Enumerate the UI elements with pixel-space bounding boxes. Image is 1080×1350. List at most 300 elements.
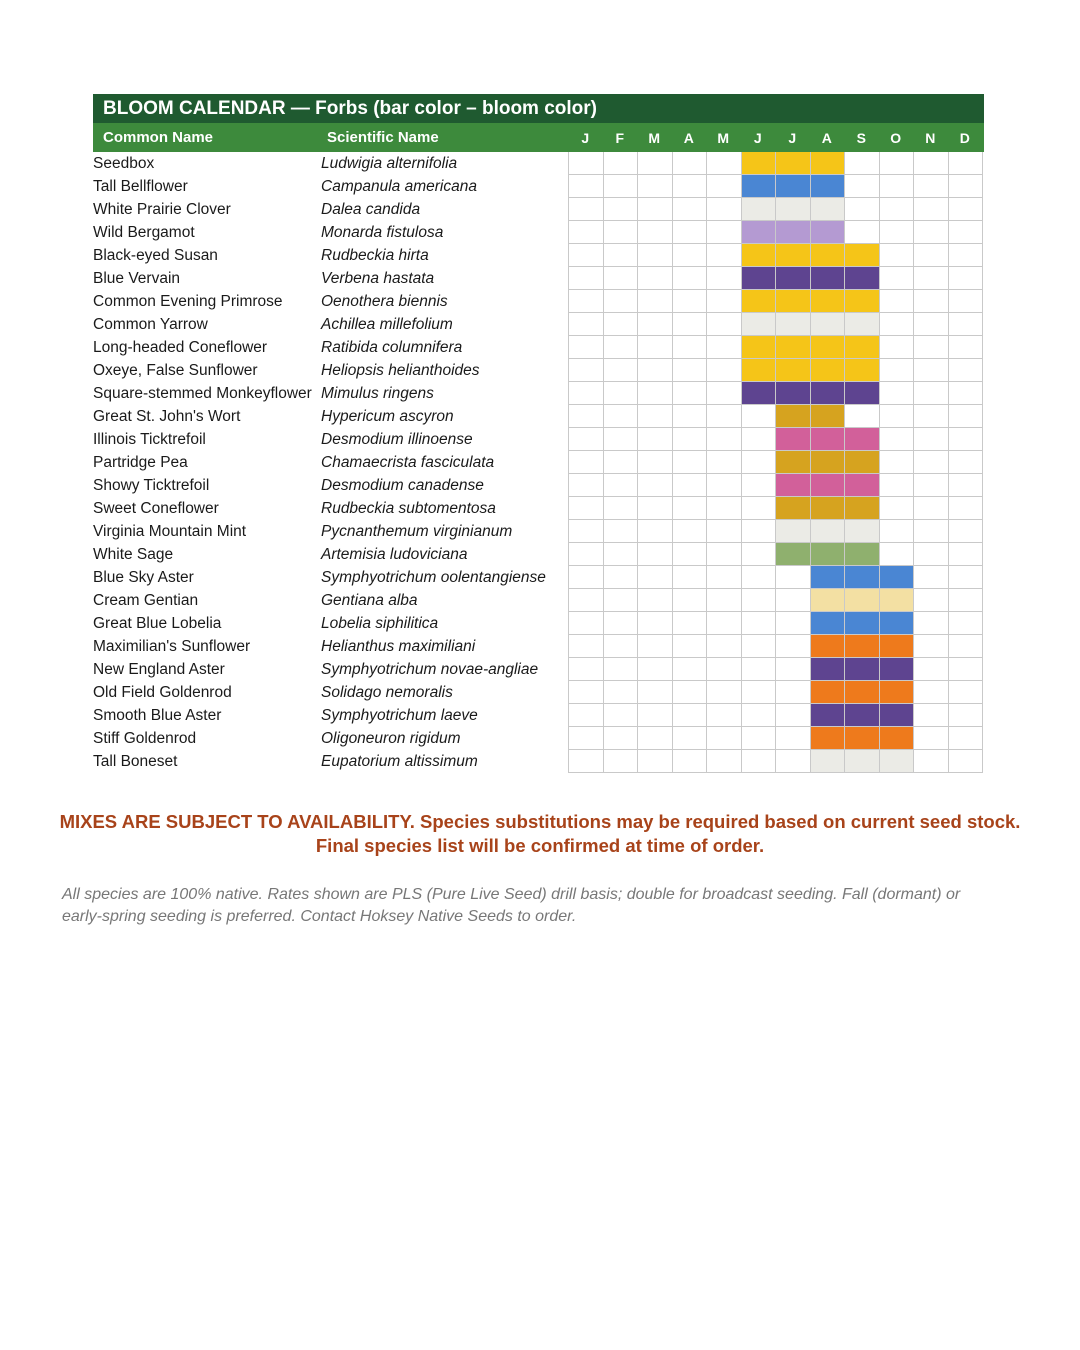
bloom-cell (811, 336, 846, 359)
bloom-cell (880, 566, 915, 589)
empty-cell (776, 727, 811, 750)
empty-cell (949, 267, 984, 290)
common-name: White Sage (93, 546, 174, 563)
scientific-name: Lobelia siphilitica (321, 615, 439, 632)
empty-cell (914, 681, 949, 704)
empty-cell (949, 152, 984, 175)
scientific-name-header: Scientific Name (327, 129, 439, 146)
empty-cell (569, 658, 604, 681)
empty-cell (604, 175, 639, 198)
bloom-grid (568, 405, 983, 428)
empty-cell (638, 727, 673, 750)
common-name: Virginia Mountain Mint (93, 523, 247, 540)
scientific-name: Symphyotrichum novae-angliae (321, 661, 539, 678)
empty-cell (914, 497, 949, 520)
empty-cell (569, 520, 604, 543)
empty-cell (569, 336, 604, 359)
empty-cell (638, 543, 673, 566)
empty-cell (949, 428, 984, 451)
empty-cell (569, 704, 604, 727)
common-name: Wild Bergamot (93, 224, 195, 241)
empty-cell (776, 681, 811, 704)
bloom-cell (845, 382, 880, 405)
empty-cell (914, 750, 949, 773)
species-row (93, 543, 984, 566)
empty-cell (949, 635, 984, 658)
empty-cell (604, 681, 639, 704)
month-header: A (821, 129, 832, 146)
bloom-cell (811, 635, 846, 658)
bloom-cell (845, 750, 880, 773)
bloom-cell (880, 635, 915, 658)
species-row (93, 612, 984, 635)
bloom-cell (880, 727, 915, 750)
bloom-cell (811, 175, 846, 198)
scientific-name: Solidago nemoralis (321, 684, 453, 701)
bloom-cell (742, 290, 777, 313)
bloom-cell (880, 704, 915, 727)
month-header: N (925, 129, 936, 146)
empty-cell (880, 221, 915, 244)
empty-cell (569, 267, 604, 290)
empty-cell (569, 359, 604, 382)
common-name: Sweet Coneflower (93, 500, 219, 517)
bloom-cell (776, 497, 811, 520)
empty-cell (707, 382, 742, 405)
bloom-grid (568, 750, 983, 773)
bloom-cell (880, 658, 915, 681)
empty-cell (707, 520, 742, 543)
bloom-cell (811, 612, 846, 635)
empty-cell (673, 290, 708, 313)
common-name: Seedbox (93, 155, 155, 172)
bloom-cell (776, 382, 811, 405)
empty-cell (673, 221, 708, 244)
empty-cell (949, 221, 984, 244)
empty-cell (604, 612, 639, 635)
empty-cell (914, 290, 949, 313)
empty-cell (673, 566, 708, 589)
bloom-cell (742, 382, 777, 405)
scientific-name: Symphyotrichum oolentangiense (321, 569, 546, 586)
empty-cell (845, 221, 880, 244)
empty-cell (673, 313, 708, 336)
empty-cell (604, 474, 639, 497)
empty-cell (569, 382, 604, 405)
empty-cell (638, 681, 673, 704)
empty-cell (638, 566, 673, 589)
empty-cell (949, 704, 984, 727)
empty-cell (880, 497, 915, 520)
bloom-grid (568, 497, 983, 520)
empty-cell (604, 566, 639, 589)
empty-cell (949, 566, 984, 589)
empty-cell (742, 474, 777, 497)
month-header: J (753, 129, 762, 146)
empty-cell (673, 589, 708, 612)
bloom-grid (568, 221, 983, 244)
empty-cell (949, 543, 984, 566)
common-name: Partridge Pea (93, 454, 188, 471)
empty-cell (880, 175, 915, 198)
bloom-cell (742, 198, 777, 221)
bloom-grid (568, 704, 983, 727)
empty-cell (949, 405, 984, 428)
species-row (93, 520, 984, 543)
bloom-cell (845, 589, 880, 612)
empty-cell (638, 267, 673, 290)
bloom-cell (811, 520, 846, 543)
bloom-cell (811, 589, 846, 612)
bloom-cell (811, 428, 846, 451)
bloom-cell (845, 612, 880, 635)
scientific-name: Monarda fistulosa (321, 224, 444, 241)
empty-cell (949, 359, 984, 382)
month-header: O (890, 129, 902, 146)
empty-cell (880, 520, 915, 543)
empty-cell (569, 612, 604, 635)
empty-cell (776, 658, 811, 681)
common-name: Old Field Goldenrod (93, 684, 232, 701)
empty-cell (569, 198, 604, 221)
bloom-cell (880, 681, 915, 704)
species-row (93, 336, 984, 359)
common-name: Blue Sky Aster (93, 569, 194, 586)
month-header: S (856, 129, 866, 146)
empty-cell (880, 244, 915, 267)
empty-cell (707, 290, 742, 313)
empty-cell (742, 750, 777, 773)
empty-cell (914, 267, 949, 290)
bloom-cell (742, 313, 777, 336)
bloom-cell (845, 635, 880, 658)
empty-cell (638, 451, 673, 474)
bloom-cell (845, 474, 880, 497)
common-name: Oxeye, False Sunflower (93, 362, 258, 379)
empty-cell (742, 704, 777, 727)
empty-cell (707, 313, 742, 336)
empty-cell (638, 244, 673, 267)
bloom-cell (845, 290, 880, 313)
calendar-title: BLOOM CALENDAR — Forbs (bar color – bloom color) (93, 94, 984, 123)
bloom-cell (811, 750, 846, 773)
empty-cell (914, 152, 949, 175)
empty-cell (949, 313, 984, 336)
scientific-name: Mimulus ringens (321, 385, 434, 402)
species-row (93, 681, 984, 704)
empty-cell (707, 451, 742, 474)
empty-cell (880, 382, 915, 405)
bloom-cell (811, 727, 846, 750)
empty-cell (707, 244, 742, 267)
empty-cell (742, 635, 777, 658)
empty-cell (638, 290, 673, 313)
empty-cell (673, 267, 708, 290)
species-row (93, 428, 984, 451)
scientific-name: Oligoneuron rigidum (321, 730, 461, 747)
empty-cell (604, 543, 639, 566)
common-name: Common Yarrow (93, 316, 208, 333)
bloom-cell (845, 520, 880, 543)
empty-cell (673, 405, 708, 428)
bloom-cell (742, 152, 777, 175)
bloom-grid (568, 198, 983, 221)
empty-cell (776, 589, 811, 612)
empty-cell (845, 198, 880, 221)
common-name: Blue Vervain (93, 270, 181, 287)
species-row (93, 451, 984, 474)
empty-cell (914, 382, 949, 405)
bloom-grid (568, 290, 983, 313)
empty-cell (707, 566, 742, 589)
empty-cell (673, 428, 708, 451)
bloom-cell (811, 359, 846, 382)
bloom-cell (776, 474, 811, 497)
empty-cell (914, 175, 949, 198)
bloom-cell (811, 221, 846, 244)
empty-cell (569, 244, 604, 267)
empty-cell (604, 750, 639, 773)
empty-cell (742, 658, 777, 681)
species-row (93, 152, 984, 175)
bloom-cell (845, 543, 880, 566)
empty-cell (707, 612, 742, 635)
scientific-name: Hypericum ascyron (321, 408, 454, 425)
common-name: Smooth Blue Aster (93, 707, 222, 724)
empty-cell (604, 152, 639, 175)
species-row (93, 198, 984, 221)
species-row (93, 244, 984, 267)
empty-cell (880, 267, 915, 290)
empty-cell (569, 566, 604, 589)
empty-cell (638, 520, 673, 543)
empty-cell (569, 681, 604, 704)
empty-cell (707, 359, 742, 382)
empty-cell (638, 221, 673, 244)
scientific-name: Artemisia ludoviciana (321, 546, 468, 563)
empty-cell (604, 589, 639, 612)
empty-cell (880, 313, 915, 336)
empty-cell (604, 198, 639, 221)
empty-cell (604, 658, 639, 681)
bloom-cell (776, 175, 811, 198)
empty-cell (638, 589, 673, 612)
species-row (93, 589, 984, 612)
empty-cell (707, 221, 742, 244)
bloom-cell (811, 497, 846, 520)
empty-cell (638, 382, 673, 405)
bloom-grid (568, 451, 983, 474)
bloom-cell (845, 336, 880, 359)
month-header: F (615, 129, 625, 146)
bloom-cell (776, 451, 811, 474)
bloom-cell (845, 451, 880, 474)
scientific-name: Chamaecrista fasciculata (321, 454, 495, 471)
empty-cell (604, 290, 639, 313)
empty-cell (569, 543, 604, 566)
empty-cell (707, 750, 742, 773)
empty-cell (604, 221, 639, 244)
bloom-cell (776, 428, 811, 451)
bloom-cell (845, 681, 880, 704)
empty-cell (673, 543, 708, 566)
bloom-cell (776, 198, 811, 221)
empty-cell (776, 635, 811, 658)
empty-cell (569, 451, 604, 474)
empty-cell (742, 451, 777, 474)
empty-cell (742, 566, 777, 589)
bloom-cell (776, 313, 811, 336)
empty-cell (949, 244, 984, 267)
common-name: Square-stemmed Monkeyflower (93, 385, 312, 402)
empty-cell (742, 612, 777, 635)
scientific-name: Rudbeckia subtomentosa (321, 500, 496, 517)
bloom-cell (776, 336, 811, 359)
empty-cell (707, 267, 742, 290)
empty-cell (742, 497, 777, 520)
species-row (93, 290, 984, 313)
bloom-cell (811, 405, 846, 428)
bloom-cell (811, 152, 846, 175)
empty-cell (569, 474, 604, 497)
column-header-row (93, 123, 984, 152)
bloom-cell (811, 451, 846, 474)
empty-cell (776, 750, 811, 773)
scientific-name: Helianthus maximiliani (321, 638, 476, 655)
empty-cell (707, 175, 742, 198)
bloom-grid (568, 382, 983, 405)
common-name: Maximilian's Sunflower (93, 638, 251, 655)
bloom-cell (811, 681, 846, 704)
empty-cell (742, 520, 777, 543)
empty-cell (776, 566, 811, 589)
scientific-name: Symphyotrichum laeve (321, 707, 478, 724)
month-header: M (648, 129, 661, 146)
empty-cell (604, 635, 639, 658)
bloom-cell (776, 152, 811, 175)
common-name: Common Evening Primrose (93, 293, 283, 310)
empty-cell (638, 612, 673, 635)
bloom-grid (568, 359, 983, 382)
empty-cell (949, 497, 984, 520)
empty-cell (604, 497, 639, 520)
empty-cell (880, 543, 915, 566)
common-name: Tall Bellflower (93, 178, 188, 195)
empty-cell (638, 198, 673, 221)
common-name: Great Blue Lobelia (93, 615, 222, 632)
empty-cell (638, 428, 673, 451)
bloom-cell (811, 244, 846, 267)
empty-cell (604, 382, 639, 405)
bloom-cell (776, 290, 811, 313)
bloom-grid (568, 244, 983, 267)
bloom-cell (845, 704, 880, 727)
empty-cell (914, 198, 949, 221)
empty-cell (914, 359, 949, 382)
scientific-name: Dalea candida (321, 201, 421, 218)
empty-cell (880, 474, 915, 497)
common-name: Stiff Goldenrod (93, 730, 197, 747)
empty-cell (569, 152, 604, 175)
common-name: Illinois Ticktrefoil (93, 431, 206, 448)
bloom-grid (568, 175, 983, 198)
empty-cell (707, 589, 742, 612)
empty-cell (914, 405, 949, 428)
empty-cell (569, 750, 604, 773)
empty-cell (742, 589, 777, 612)
scientific-name: Achillea millefolium (321, 316, 453, 333)
empty-cell (707, 727, 742, 750)
empty-cell (949, 451, 984, 474)
empty-cell (914, 428, 949, 451)
empty-cell (880, 290, 915, 313)
month-header: D (959, 129, 970, 146)
empty-cell (707, 474, 742, 497)
species-row (93, 313, 984, 336)
bloom-cell (880, 750, 915, 773)
bloom-grid (568, 635, 983, 658)
empty-cell (707, 428, 742, 451)
scientific-name: Gentiana alba (321, 592, 418, 609)
empty-cell (638, 313, 673, 336)
bloom-grid (568, 589, 983, 612)
bloom-cell (845, 566, 880, 589)
empty-cell (914, 313, 949, 336)
empty-cell (914, 658, 949, 681)
species-row (93, 175, 984, 198)
scientific-name: Campanula americana (321, 178, 477, 195)
empty-cell (638, 474, 673, 497)
empty-cell (604, 451, 639, 474)
bloom-cell (776, 244, 811, 267)
bloom-cell (776, 543, 811, 566)
species-row (93, 267, 984, 290)
empty-cell (949, 750, 984, 773)
empty-cell (880, 428, 915, 451)
bloom-cell (811, 267, 846, 290)
empty-cell (880, 198, 915, 221)
empty-cell (707, 658, 742, 681)
scientific-name: Pycnanthemum virginianum (321, 523, 513, 540)
empty-cell (914, 612, 949, 635)
bloom-grid (568, 336, 983, 359)
empty-cell (707, 704, 742, 727)
species-row (93, 750, 984, 773)
empty-cell (880, 359, 915, 382)
empty-cell (638, 497, 673, 520)
bloom-cell (811, 474, 846, 497)
common-name: New England Aster (93, 661, 225, 678)
empty-cell (880, 405, 915, 428)
empty-cell (673, 198, 708, 221)
bloom-grid (568, 474, 983, 497)
empty-cell (638, 359, 673, 382)
species-row (93, 474, 984, 497)
empty-cell (914, 244, 949, 267)
empty-cell (742, 543, 777, 566)
empty-cell (604, 244, 639, 267)
common-name: Showy Ticktrefoil (93, 477, 210, 494)
empty-cell (914, 520, 949, 543)
bloom-cell (845, 497, 880, 520)
month-header: J (581, 129, 590, 146)
empty-cell (949, 589, 984, 612)
empty-cell (638, 152, 673, 175)
empty-cell (604, 359, 639, 382)
common-name: White Prairie Clover (93, 201, 231, 218)
scientific-name: Heliopsis helianthoides (321, 362, 480, 379)
species-row (93, 382, 984, 405)
